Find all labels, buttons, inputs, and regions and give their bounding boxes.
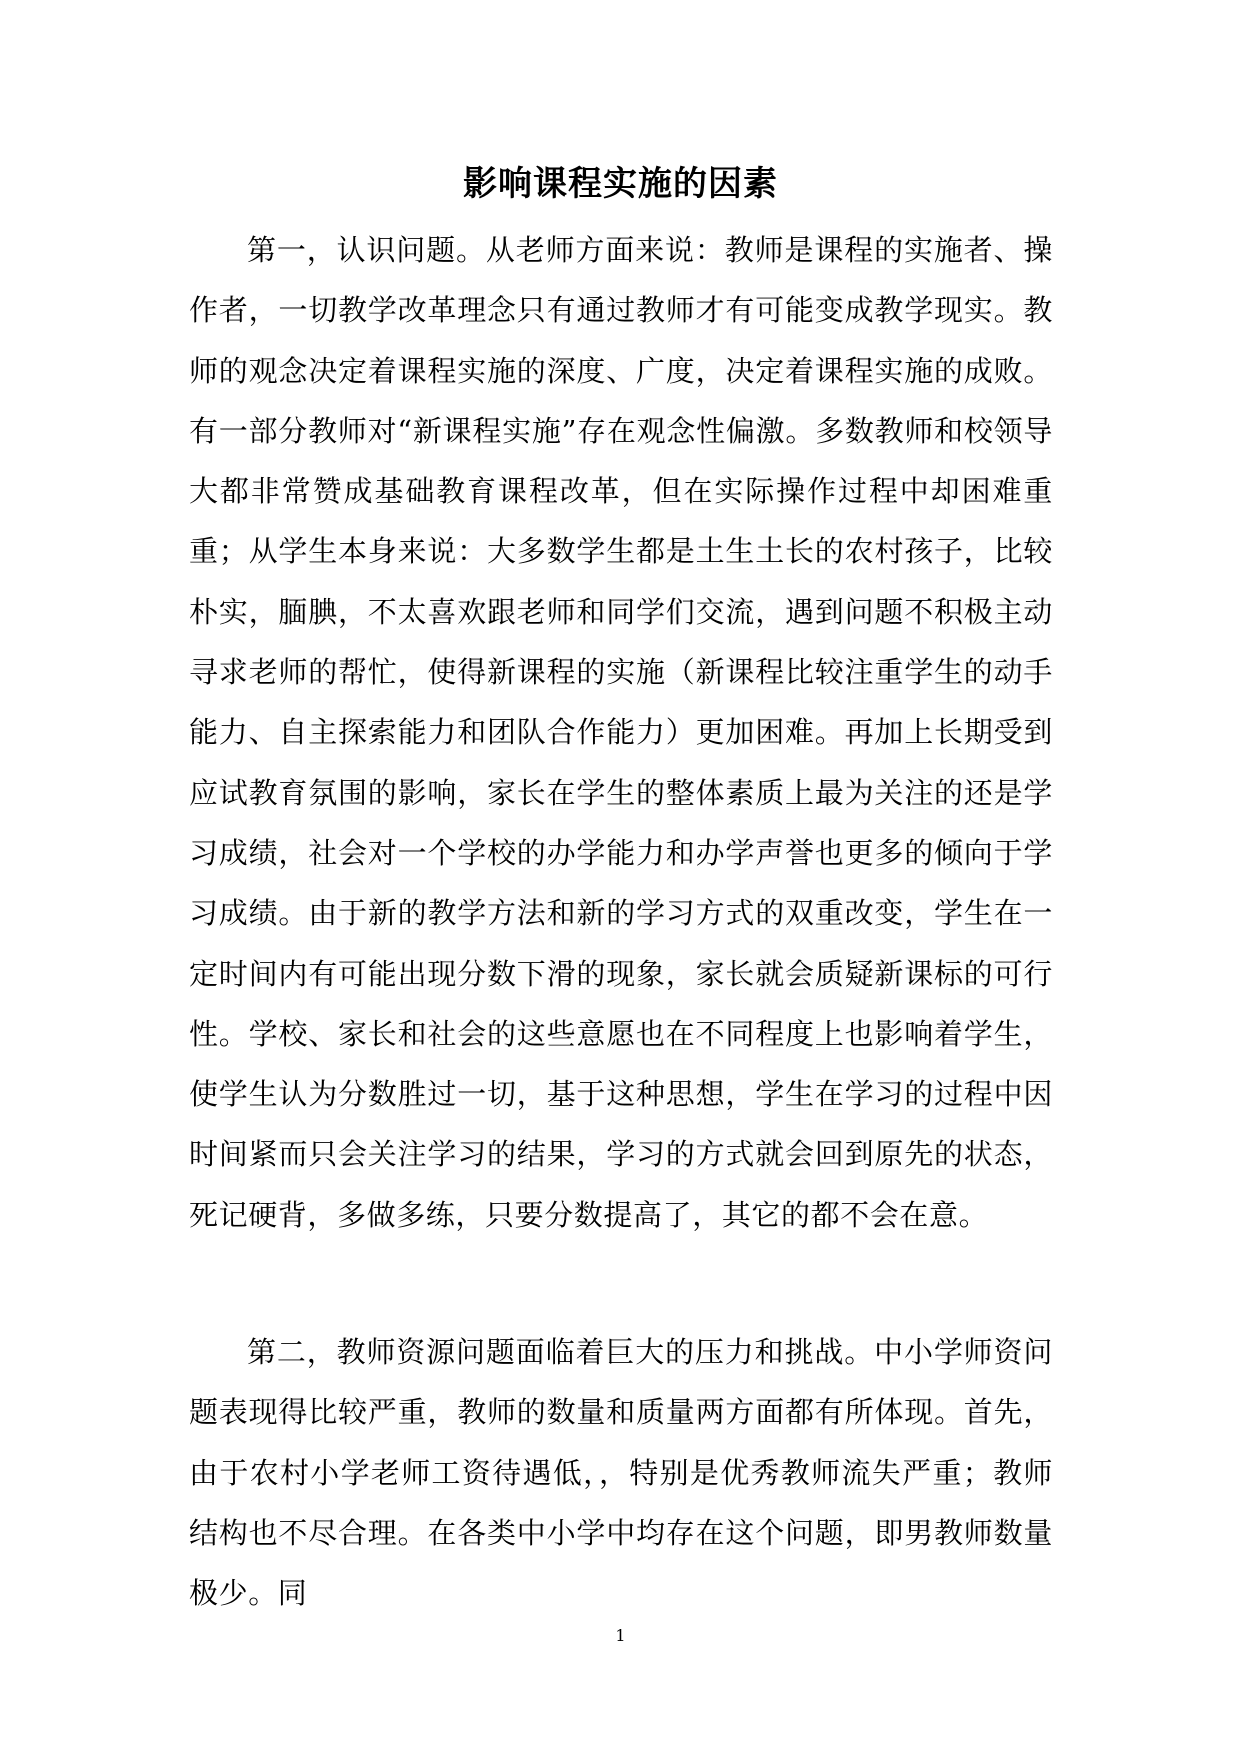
page-number: 1 — [615, 1626, 626, 1645]
paragraph-2: 第二，教师资源问题面临着巨大的压力和挑战。中小学师资问题表现得比较严重，教师的数量和质量两方面都有所体现。首先，由于农村小学老师工资待遇低，，特别是优秀教师流失严重；教师结构也不尽合理。在各类中小学中均存在这个问题，即男教师数量极少。同 — [189, 1335, 1053, 1611]
paragraph-1: 第一，认识问题。从老师方面来说：教师是课程的实施者、操作者，一切教学改革理念只有通过教师才有可能变成教学现实。教师的观念决定着课程实施的深度、广度，决定着课程实施的成败。有一部分教师对“新课程实施”存在观念性偏激。多数教师和校领导大都非常赞成基础教育课程改革，但在实际操作过程中却困难重重；从学生本身来说：大多数学生都是土生土长的农村孩子，比较朴实，腼腆，不太喜欢跟老师和同学们交流，遇到问题不积极主动寻求老师的帮忙，使得新课程的实施（新课程比较注重学生的动手能力、自主探索能力和团队合作能力）更加困难。再加上长期受到应试教育氛围的影响，家长在学生的整体素质上最为关注的还是学习成绩，社会对一个学校的办学能力和办学声誉也更多的倾向于学习成绩。由于新的教学方法和新的学习方式的双重改变，学生在一定时间内有可能出现分数下滑的现象，家长就会质疑新课标的可行性。学校、家长和社会的这些意愿也在不同程度上也影响着学生，使学生认为分数胜过一切，基于这种思想，学生在学习的过程中因时间紧而只会关注学习的结果，学习的方式就会回到原先的状态，死记硬背，多做多练，只要分数提高了，其它的都不会在意。 — [189, 233, 1053, 1232]
document-title: 影响课程实施的因素 — [463, 164, 778, 204]
